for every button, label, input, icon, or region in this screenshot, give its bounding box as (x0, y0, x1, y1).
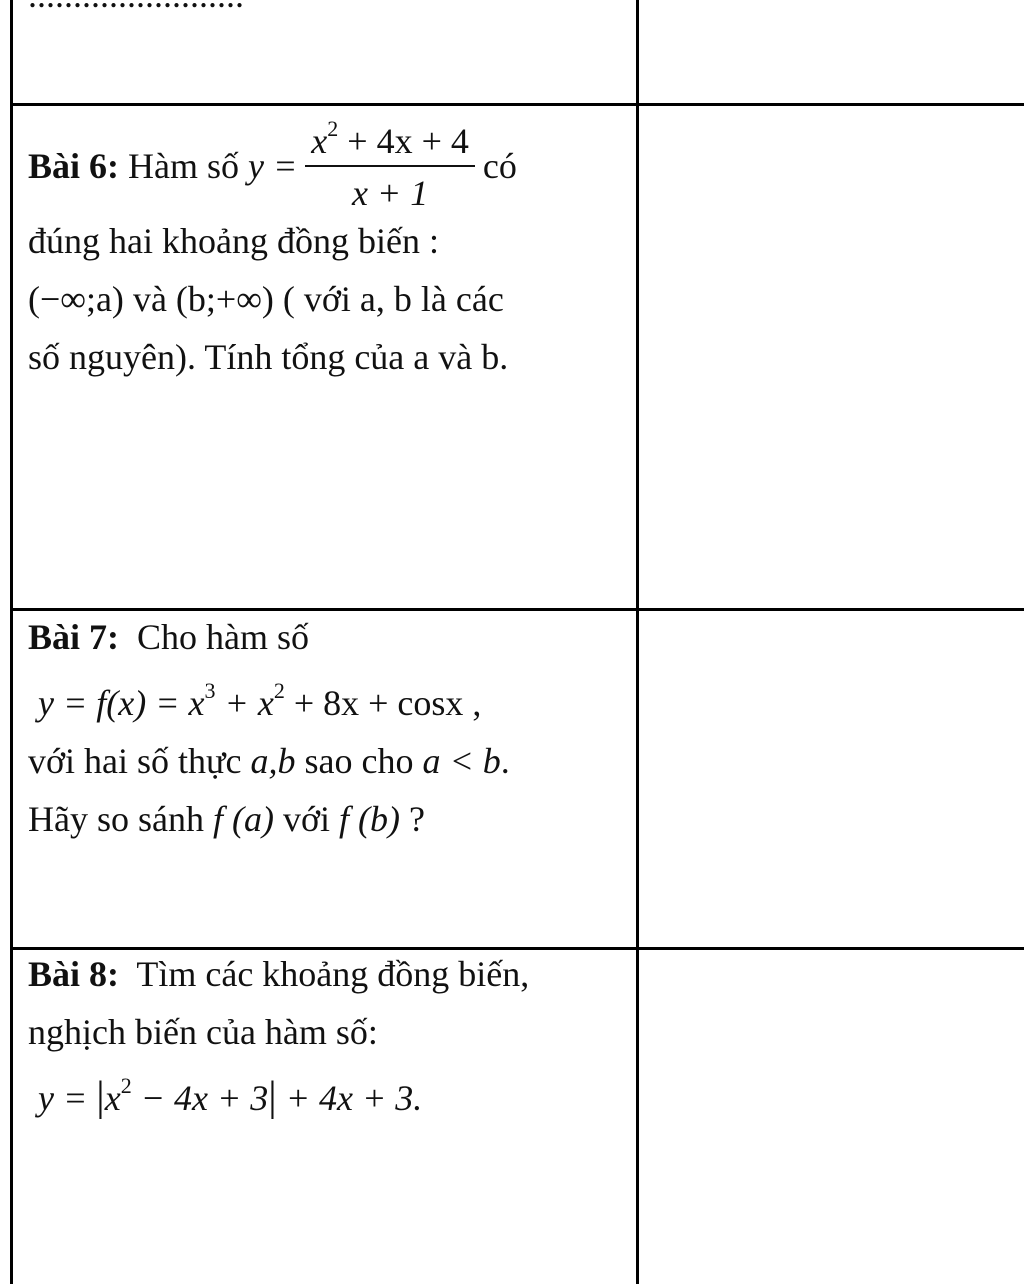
exercise-7-line-4: Hãy so sánh f (a) với f (b) ? (28, 799, 425, 839)
exercise-6-lhs: y = (248, 146, 298, 186)
exercise-6-label: Bài 6: (28, 146, 120, 186)
table-left-border (10, 0, 13, 1284)
exercise-8-line-2: nghịch biến của hàm số: (28, 1012, 378, 1052)
connector: và (132, 279, 167, 319)
exercise-6-line-2: đúng hai khoảng đồng biến : (28, 221, 439, 261)
exercise-7 (28, 608, 628, 848)
inequality: a < b (422, 741, 501, 781)
exercise-6-line-3-rest: ( với a, b là các (282, 279, 504, 319)
cut-off-text (28, 0, 244, 16)
exercise-6-fraction (305, 115, 475, 213)
exercise-6-line-1 (28, 115, 628, 213)
variables-ab: a,b (250, 741, 296, 781)
f-of-b: f (b) (339, 799, 400, 839)
interval-2: (b;+∞) (175, 279, 274, 319)
row-divider-1 (10, 103, 1024, 106)
exercise-6 (28, 115, 628, 386)
fraction-numerator: $x^2 + 4x + 4$ (305, 122, 475, 167)
exercise-6-intro: Hàm số (128, 146, 240, 186)
exercise-7-formula: $y = f(x) = x^3 + x^2 + 8x + \cos x$ , (38, 678, 482, 723)
exercise-8 (28, 945, 628, 1127)
interval-1: (−∞;a) (28, 279, 124, 319)
exercise-8-formula: $y = |x^2 - 4x + 3| + 4x + 3$. (38, 1073, 423, 1120)
exercise-7-line-3: với hai số thực a,b sao cho a < b. (28, 741, 510, 781)
f-of-a: f (a) (212, 799, 274, 839)
exercise-7-label: Bài 7: (28, 617, 120, 657)
fraction-denominator: x + 1 (351, 172, 429, 213)
exercise-6-after-fraction: có (482, 146, 517, 186)
exercise-6-line-3 (28, 270, 628, 328)
exercise-8-intro: Tìm các khoảng đồng biến, (136, 954, 530, 994)
exercise-6-line-4: số nguyên). Tính tổng của a và b. (28, 337, 509, 377)
table-column-divider (636, 0, 639, 1284)
exercise-7-intro: Cho hàm số (137, 617, 310, 657)
exercise-7-line-1 (28, 608, 628, 666)
exercise-8-label: Bài 8: (28, 954, 120, 994)
exercise-8-line-1 (28, 945, 628, 1003)
